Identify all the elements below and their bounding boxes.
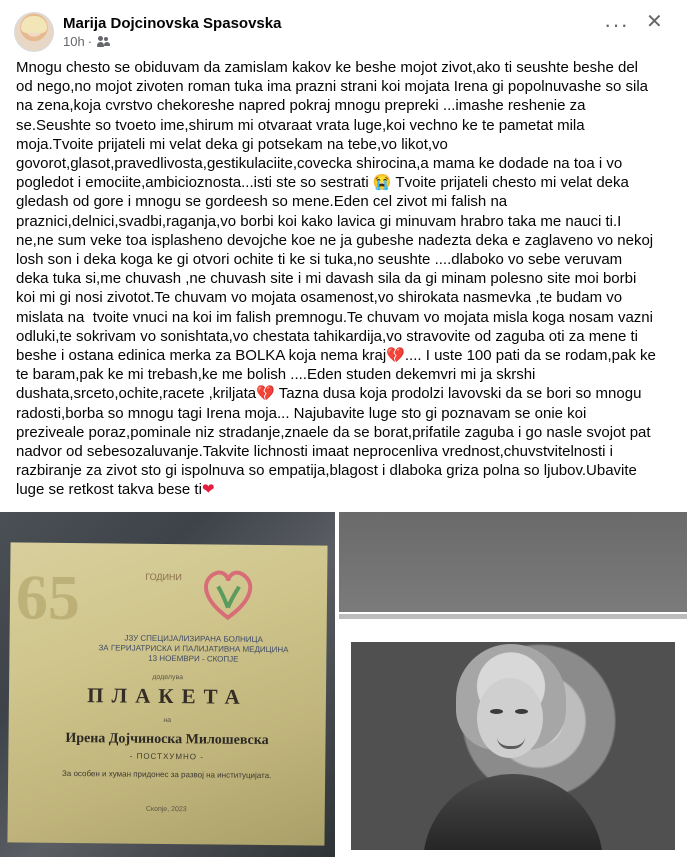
post-text-middle: .... I uste 100 pati da se rodam,pak ke te baram,pak ke mi trebash,ke me bolish ....Eden studen dekemvri mi ja skrshi dushata,srceto,ochite,racete ,kriljata: [16, 347, 661, 403]
friends-icon: [97, 36, 110, 47]
author-name[interactable]: Marija Dojcinovska Spasovska: [63, 15, 282, 32]
post-text-end: Tazna dusa koja prodolzi lavovski da se bori so mnogu radosti,borba so mnogu tagi Irena moja... Najubavite luge sto gi poznavam se onie koi preziveale poraz,pominale niz stradanje,znaele da se borat,prifatile zaguba i go nasle svojot pat nadvor od sebesozaluvanje.Takvite lichnosti imaat neprocenliva vrednost,chuvstvitelnosti i razbiranje za zivot sto gi ispolnuva so empatija,blagost i dlaboka griza polna so ljubov.Ubavite luge se retkost takva bese ti: [16, 385, 655, 499]
plaque-years-label: ГОДИНИ: [145, 571, 182, 583]
plaque-reason: За особен и хуман придонес за развој на институцијата.: [61, 768, 272, 781]
portrait-image: [351, 642, 675, 850]
plaque: [7, 542, 327, 845]
broken-heart-icon: 💔: [256, 385, 275, 403]
plaque-posthumous: - ПОСТХУМНО -: [129, 751, 204, 762]
plaque-na: на: [163, 716, 172, 725]
red-heart-icon: ❤: [201, 481, 215, 499]
post-time[interactable]: 10h: [63, 34, 85, 49]
gray-banner: [339, 512, 687, 612]
close-icon[interactable]: ✕: [646, 11, 663, 33]
plaque-title: ПЛАКЕТА: [87, 683, 248, 709]
post-text: [16, 58, 661, 500]
plaque-dodeluva: доделува: [152, 673, 184, 682]
post-text-main: Mnogu chesto se obiduvam da zamislam kakov ke beshe mojot zivot,ako ti seushte beshe del od nego,no mojot zivoten roman tuka ima prazni strani koi mojata Irena gi popolnuvashe so sila na zena,koja cvrstvo chekoreshe napred pokraj mnogu prepreki ...imashe reshenie za se.Seushte so tvoeto ime,shirum mi otvaraat vrata luge,koi vechno ke te pametat mila moja.Tvoite prijateli mi velat deka gi potsekam na tebe,vo likot,vo govorot,glasot,pravedlivosta,gestikulaciite,covecka shirocina,a mama ke dodade na toa i vo pogledot i emociite,ambicioznosta...isti ste so sestrati 😭 Tvoite prijateli chesto mi velat deka gledash od gore i mnogu se gordeesh so mene.Eden cel zivot mi falish na praznici,delnici,svadbi,raganja,vo borbi koi kako lavica gi minuvam hrabro taka me nauci ti.I ne,ne sum veke toa isplasheno devojche koe ne ja gubeshe nadezta deka e zaglaveno vo nekoj losh son i deka koga ke gi otvori ochite ti ke si tuka,no seushte ....dlaboko vo sebe veruvam deka tuka si,me chuvash ,ne chuvash site i mi davash sila da gi minam polesno site moi borbi koi mi gi nosi zivotot.Te chuvam vo mojata osamenost,vo shirokata nasmevka ,te budam vo mislata na tvoite vnuci na koi im falish premnogu.Te chuvam vo mojata misla koga nosam vazni odluki,te sokrivam vo sonishtata,vo chestata tahikardija,vo stravovite od zaguba oti za mene ti beshe i ostana edinica merka za BOLKA koja nema kraj: [16, 59, 658, 365]
avatar-hair: [21, 16, 47, 33]
broken-heart-icon: 💔: [386, 347, 405, 365]
hospital-logo-icon: [193, 562, 264, 623]
plaque-place-date: Скопје, 2023: [145, 805, 187, 814]
plaque-photo[interactable]: [0, 512, 335, 857]
plaque-anniversary-number: 65: [15, 561, 81, 634]
portrait-photo[interactable]: [339, 512, 687, 857]
author-avatar[interactable]: [14, 12, 54, 52]
post-header: [14, 12, 654, 52]
portrait-eye: [515, 709, 528, 714]
portrait-body: [423, 774, 603, 850]
time-separator: ·: [87, 34, 93, 49]
post-media-grid: [0, 512, 687, 857]
more-options-icon[interactable]: ···: [604, 12, 629, 37]
gray-divider: [339, 614, 687, 619]
portrait-eye: [490, 709, 503, 714]
plaque-recipient: Ирена Дојчиноска Милошевска: [65, 730, 269, 749]
institution-name: ЈЗУ СПЕЦИЈАЛИЗИРАНА БОЛНИЦА ЗА ГЕРИЈАТРИСКА И ПАЛИЈАТИВНА МЕДИЦИНА 13 НОЕМВРИ - СКОПЈЕ: [98, 633, 289, 664]
post-meta: [63, 34, 110, 49]
